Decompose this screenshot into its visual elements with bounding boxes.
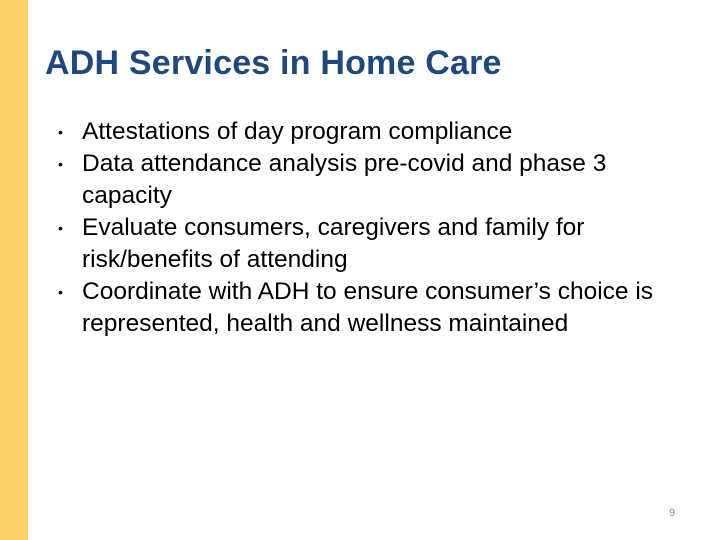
accent-bar [0,0,28,540]
bullet-text: Data attendance analysis pre-covid and phase 3 capacity [82,150,607,209]
bullet-item-attendance-analysis [48,148,688,212]
bullet-marker: • [58,220,63,236]
bullet-item-coordinate-adh [48,276,688,340]
bullet-text: Evaluate consumers, caregivers and family for risk/benefits of attending [82,214,585,273]
bullet-marker: • [58,284,63,300]
bullet-text: Coordinate with ADH to ensure consumer’s choice is represented, health and wellness maintained [82,278,654,337]
bullet-item-evaluate-consumers [48,212,688,276]
bullet-list [48,116,688,340]
bullet-text: Attestations of day program compliance [82,118,513,145]
bullet-item-attestations [48,116,688,148]
page-number: 9 [668,507,676,519]
slide-title: ADH Services in Home Care [45,44,502,82]
bullet-marker: • [58,124,63,140]
bullet-marker: • [58,156,63,172]
